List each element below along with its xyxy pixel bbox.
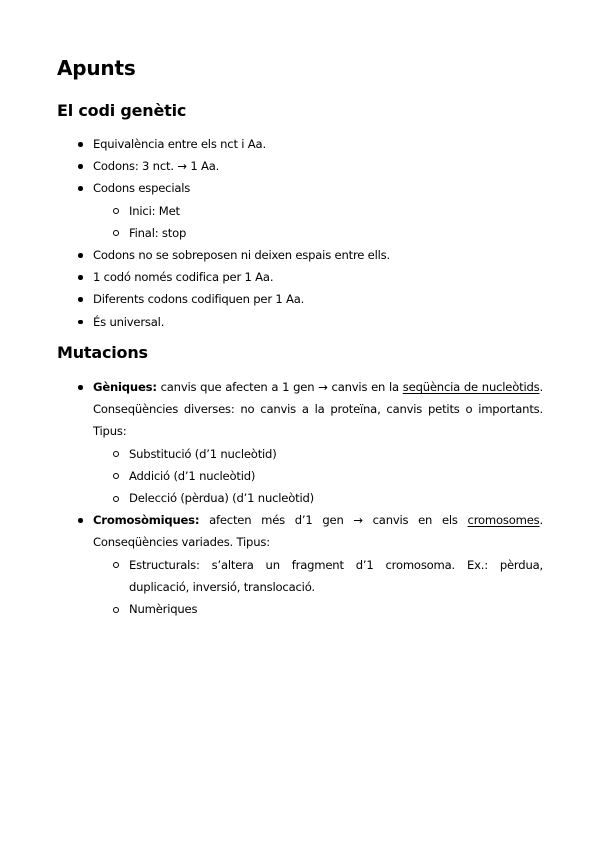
geniques-text-continued: . Conseqüències diverses: no canvis a la proteïna, canvis petits o importants. Tipus:: [93, 380, 543, 439]
cromosomiques-types-sublist: [93, 554, 543, 621]
term-geniques: Gèniques:: [93, 380, 157, 394]
mutacions-list: [57, 376, 543, 620]
list-item: Codons no se sobreposen ni deixen espais entre ells.: [57, 244, 543, 266]
list-item-cromosomiques: [57, 509, 543, 620]
cromosomiques-text: afecten més d’1 gen → canvis en els: [199, 513, 468, 528]
page-title: Apunts: [57, 56, 136, 80]
sublist-item: Inici: Met: [93, 200, 543, 222]
term-cromosomiques: Cromosòmiques:: [93, 513, 200, 528]
list-item: 1 codó només codifica per 1 Aa.: [57, 266, 543, 288]
sublist-item: Delecció (pèrdua) (d’1 nucleòtid): [93, 487, 543, 509]
list-item-codons-especials: [57, 177, 543, 244]
list-item: Codons: 3 nct. → 1 Aa.: [57, 155, 543, 177]
list-item: Equivalència entre els nct i Aa.: [57, 133, 543, 155]
list-item-geniques: [57, 376, 543, 509]
sublist-item: Substitució (d’1 nucleòtid): [93, 443, 543, 465]
sublist-item: Final: stop: [93, 222, 543, 244]
section-heading-codi-genetic: El codi genètic: [57, 101, 187, 120]
list-item-label: Codons especials: [93, 181, 191, 196]
sublist-item: Addició (d’1 nucleòtid): [93, 465, 543, 487]
geniques-underlined-text: seqüència de nucleòtids: [402, 380, 540, 394]
cromosomiques-underlined-text: cromosomes: [467, 513, 540, 528]
sublist-item: Estructurals: s’altera un fragment d’1 cromosoma. Ex.: pèrdua, duplicació, inversió, translocació.: [93, 554, 543, 598]
special-codons-sublist: [93, 200, 543, 244]
list-item: És universal.: [57, 311, 543, 333]
geniques-paragraph: [93, 376, 543, 443]
codi-genetic-list: [57, 133, 543, 333]
sublist-item: Numèriques: [93, 598, 543, 620]
cromosomiques-paragraph: [93, 509, 543, 553]
section-heading-mutacions: Mutacions: [57, 343, 148, 362]
list-item: Diferents codons codifiquen per 1 Aa.: [57, 288, 543, 310]
geniques-types-sublist: [93, 443, 543, 510]
geniques-text: canvis que afecten a 1 gen → canvis en la: [156, 380, 403, 394]
cromosomiques-text-continued: . Conseqüències variades. Tipus:: [93, 513, 543, 550]
